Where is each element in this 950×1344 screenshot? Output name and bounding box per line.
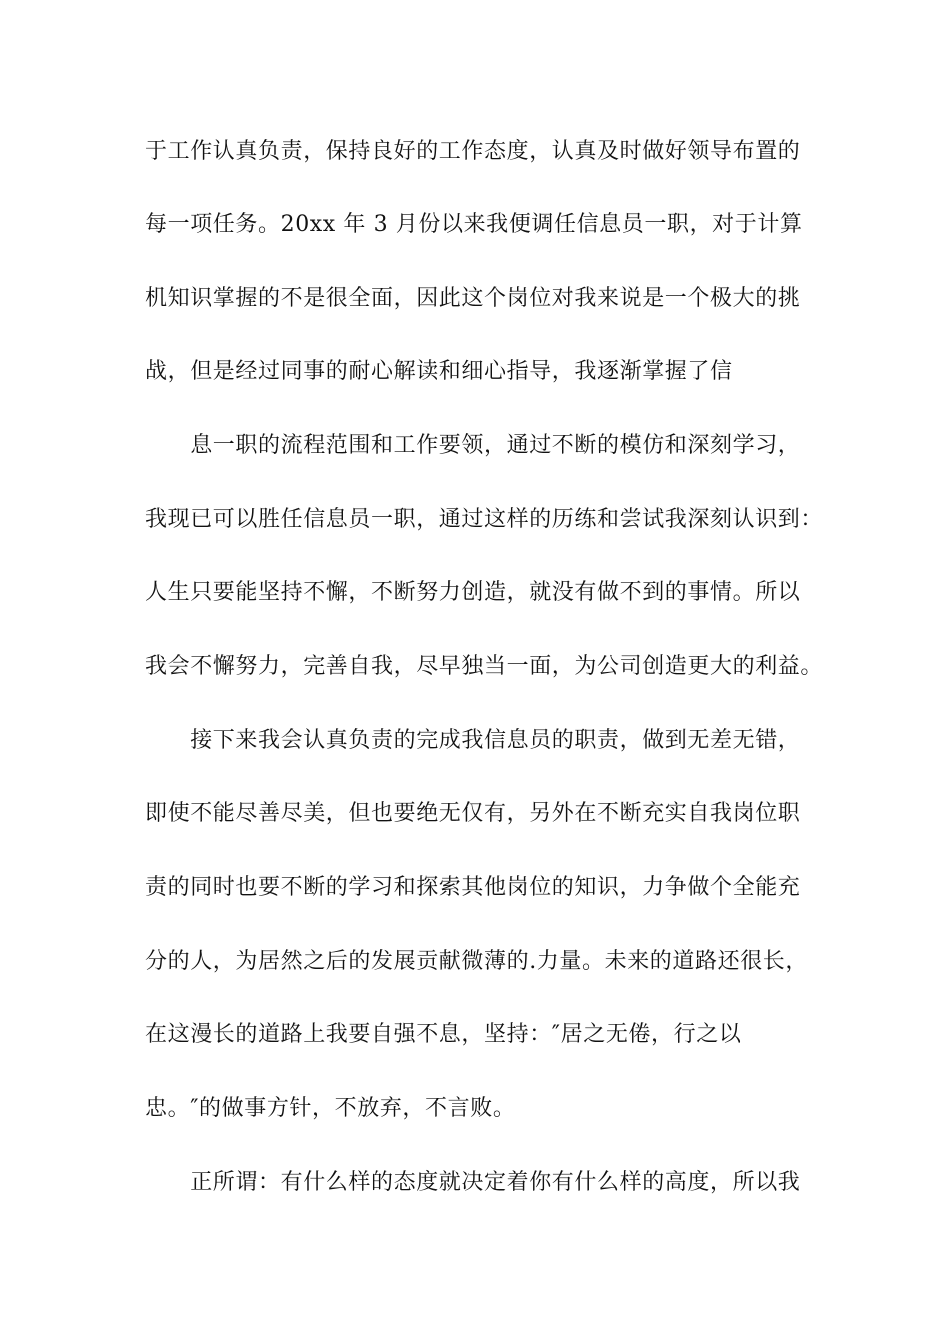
text-line: 人生只要能坚持不懈，不断努力创造，就没有做不到的事情。所以	[145, 580, 801, 605]
text-line: 息一职的流程范围和工作要领，通过不断的模仿和深刻学习，	[145, 433, 801, 458]
text-line: 我现已可以胜任信息员一职，通过这样的历练和尝试我深刻认识到：	[145, 507, 824, 532]
text-line: 接下来我会认真负责的完成我信息员的职责，做到无差无错，	[145, 728, 801, 753]
text-line: 战，但是经过同事的耐心解读和细心指导，我逐渐掌握了信	[145, 359, 733, 384]
text-line: 在这漫长的道路上我要自强不息，坚持：″居之无倦，行之以	[145, 1022, 742, 1047]
text-line: 我会不懈努力，完善自我，尽早独当一面，为公司创造更大的利益。	[145, 654, 824, 679]
text-line: 分的人，为居然之后的发展贡献微薄的.力量。未来的道路还很长，	[145, 949, 808, 974]
text-line: 忠。″的做事方针，不放弃，不言败。	[145, 1096, 516, 1121]
text-line: 责的同时也要不断的学习和探索其他岗位的知识，力争做个全能充	[145, 875, 801, 900]
text-line: 于工作认真负责，保持良好的工作态度，认真及时做好领导布置的	[145, 139, 801, 164]
text-line: 正所谓：有什么样的态度就决定着你有什么样的高度，所以我	[145, 1170, 801, 1195]
text-line: 每一项任务。20xx 年 3 月份以来我便调任信息员一职，对于计算	[145, 212, 803, 237]
text-line: 即使不能尽善尽美，但也要绝无仅有，另外在不断充实自我岗位职	[145, 801, 801, 826]
text-line: 机知识掌握的不是很全面，因此这个岗位对我来说是一个极大的挑	[145, 286, 801, 311]
